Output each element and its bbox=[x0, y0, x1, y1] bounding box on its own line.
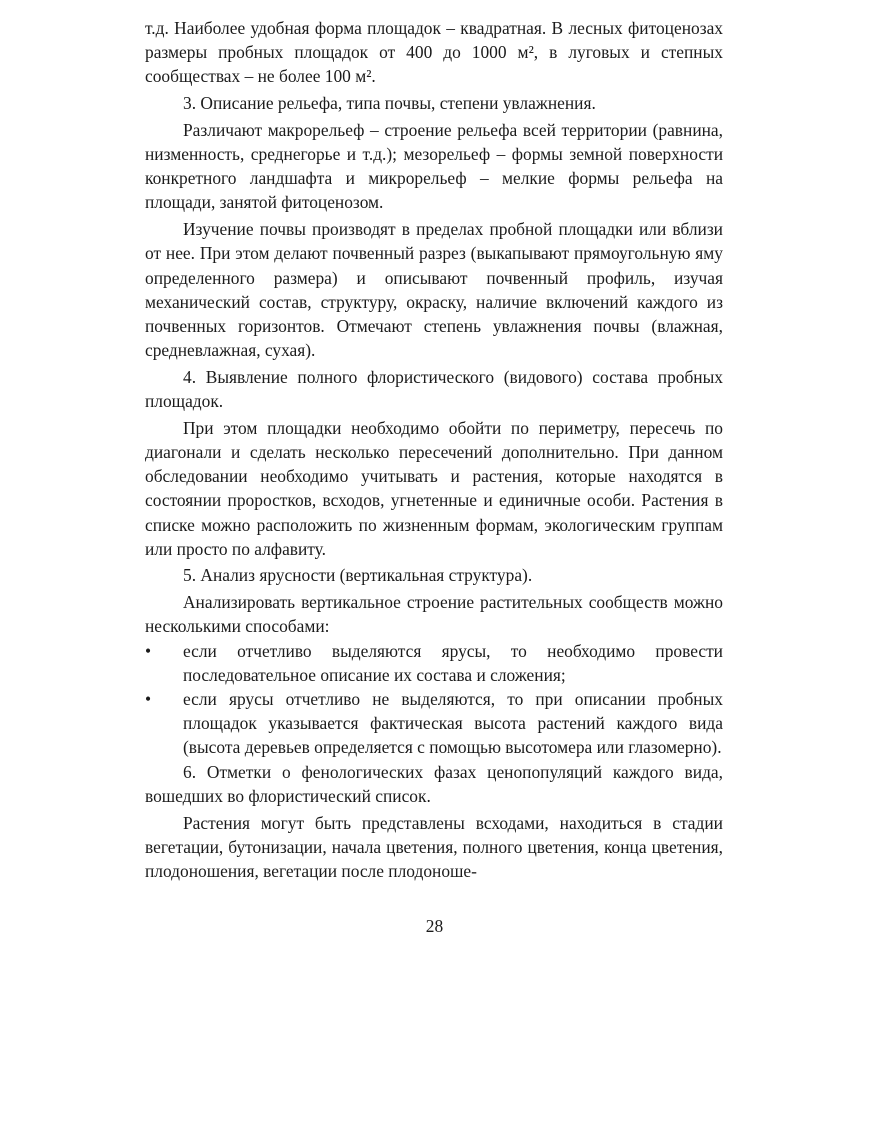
paragraph-plot-survey: При этом площадки необходимо обойти по периметру, пересечь по диагонали и сделать несколько пересечений дополнительно. При данном обследовании необходимо учитывать и растения, которые находятся в состоянии проростков, всходов, угнетенные и единичные особи. Растения в списке можно расположить по жизненным формам, экологическим группам или просто по алфавиту. bbox=[145, 417, 723, 559]
paragraph-vertical-structure: Анализировать вертикальное строение растительных сообществ можно несколькими способами: bbox=[145, 592, 723, 637]
heading-phenological-phases: 6. Отметки о фенологических фазах ценопопуляций каждого вида, вошедших во флористический список. bbox=[145, 761, 723, 806]
bullet-text: если ярусы отчетливо не выделяются, то при описании пробных площадок указывается фактическая высота растений каждого вида (высота деревьев определяется с помощью высотомера или глазомерно). bbox=[183, 688, 723, 758]
bullet-icon: • bbox=[145, 688, 152, 709]
heading-floristic-composition: 4. Выявление полного флористического (видового) состава пробных площадок. bbox=[145, 366, 723, 412]
paragraph-soil-study: Изучение почвы производят в пределах пробной площадки или вблизи от нее. При этом делают почвенный разрез (выкапывают прямоугольную яму определенного размера) и описывают почвенный профиль, изучая механический состав, структуру, окраску, наличие включений каждого из почвенных горизонтов. Отмечают степень увлажнения почвы (влажная, средневлажная, сухая). bbox=[145, 219, 723, 361]
heading-layering-analysis: 5. Анализ ярусности (вертикальная структура). bbox=[183, 565, 533, 586]
paragraph-plot-shape: т.д. Наиболее удобная форма площадок – квадратная. В лесных фитоценозах размеры пробных площадок от 400 до 1000 м², в луговых и степных сообществах – не более 100 м². bbox=[145, 18, 723, 87]
bullet-item-distinct-layers bbox=[145, 639, 723, 687]
paragraph-relief-types: Различают макрорельеф – строение рельефа всей территории (равнина, низменность, среднегорье и т.д.); мезорельеф – формы земной поверхности конкретного ландшафта и микрорельеф – мелкие формы рельефа на площади, занятой фитоценозом. bbox=[145, 119, 723, 213]
heading-relief-soil: 3. Описание рельефа, типа почвы, степени увлажнения. bbox=[183, 93, 596, 114]
paragraph-plant-stages: Растения могут быть представлены всходами, находиться в стадии вегетации, бутонизации, начала цветения, полного цветения, конца цветения, плодоношения, вегетации после плодоноше- bbox=[145, 812, 723, 881]
bullet-list bbox=[145, 639, 723, 760]
page-body bbox=[145, 16, 723, 883]
bullet-text: если отчетливо выделяются ярусы, то необходимо провести последовательное описание их состава и сложения; bbox=[183, 640, 723, 685]
page-number: 28 bbox=[425, 916, 444, 936]
bullet-icon: • bbox=[145, 640, 152, 661]
bullet-item-indistinct-layers bbox=[145, 687, 723, 760]
